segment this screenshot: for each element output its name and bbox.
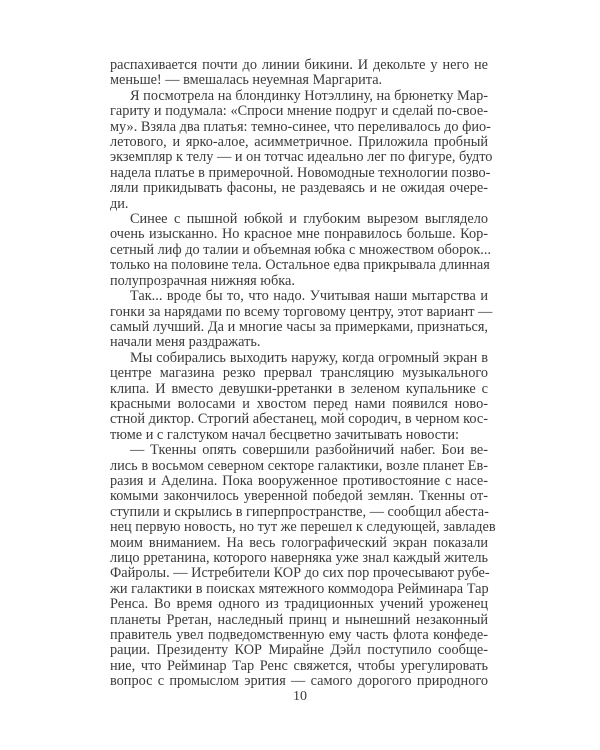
text-line: Ренса. Во время одного из традиционных учений уроженец [110,596,488,613]
text-line: Я посмотрела на блондинку Нотэллину, на брюнетку Мар- [130,87,488,104]
text-line: ступили и скрылись в гиперпространстве, — сообщил абеста- [110,503,489,520]
text-line: центре магазина резко прервал трансляцию музыкального [110,365,488,382]
text-line: гонки за нарядами по всему торговому центру, этот вариант — [110,303,493,320]
page-number: 10 [293,689,307,704]
text-line: гариту и подумала: «Спроси мнение подруг и сделай по-свое- [110,103,488,120]
text-line: жи галактики в поисках мятежного коммодора Рейминара Тар [110,580,489,597]
text-line: распахивается почти до линии бикини. И декольте у него не [110,57,488,73]
text-line: очень изысканно. Но красное мне понравилось больше. Кор- [110,226,488,243]
text-line: самый лучший. Да и многие часы за примерками, признаться, [110,318,488,335]
text-line: экземпляр к телу — и он тотчас идеально лег по фигуре, будто [110,149,493,166]
text-line: рации. Президенту КОР Мирайне Дэйл поступило сообще- [110,642,488,659]
text-line: клипа. И вместо девушки-рретанки в зеленом купальнике с [110,380,488,397]
text-line: Так... вроде бы то, что надо. Учитывая наши мытарства и [130,288,488,305]
text-line: стной диктор. Строгий абестанец, мой сородич, в черном кос- [110,411,488,428]
text-line: сетный лиф до талии и объемная юбка с множеством оборок... [110,241,492,258]
text-line: летового, и ярко-алое, асимметричное. Приложила пробный [110,134,488,151]
text-line: — Ткенны опять совершили разбойничий набег. Бои ве- [130,442,488,459]
text-line: лись в восьмом северном секторе галактики, возле планет Ев- [110,457,488,474]
text-line: разия и Аделина. Пока вооруженное противостояние с насе- [110,472,488,489]
text-line: Мы собирались выходить наружу, когда огромный экран в [130,349,488,366]
text-line: му». Взяла два платья: темно-синее, что переливалось до фио- [110,118,491,135]
text-line: начали меня раздражать. [110,334,261,351]
text-line: красными волосами и хвостом перед нами появился ново- [110,395,488,412]
text-line: полупрозрачная нижняя юбка. [110,272,295,289]
text-line: тюме и с галстуком начал бесцветно зачитывать новости: [110,426,459,443]
page-text [110,57,496,690]
text-line: Файролы. — Истребители КОР до сих пор прочесывают рубе- [110,565,490,582]
text-line: моим вниманием. На весь голографический экран показали [110,534,488,551]
text-line: только на половине тела. Остальное едва прикрывала длинная [110,257,490,274]
text-line: вопрос с промыслом эрития — самого дорогого природного [110,673,488,690]
text-line: правитель увел подведомственную ему часть флота конфеде- [110,627,488,644]
text-line: нец первую новость, но тут же перешел к следующей, завладев [110,519,496,536]
text-line: лицо рретанина, которого наверняка уже знал каждый житель [110,550,488,566]
text-line: ди. [110,195,129,212]
text-line: комыми закончилось уверенной победой землян. Ткенны от- [110,488,488,505]
text-line: ляли прикидывать фасоны, не раздеваясь и не ожидая очере- [110,180,488,197]
text-line: надела платье в примерочной. Новомодные технологии позво- [110,164,491,181]
text-line: ние, что Рейминар Тар Ренс свяжется, чтобы урегулировать [110,657,488,674]
text-line: меньше! — вмешалась неуемная Маргарита. [110,72,383,89]
text-line: планеты Рретан, наследный принц и нынешний незаконный [110,611,488,628]
text-line: Синее с пышной юбкой и глубоким вырезом выглядело [130,211,488,228]
